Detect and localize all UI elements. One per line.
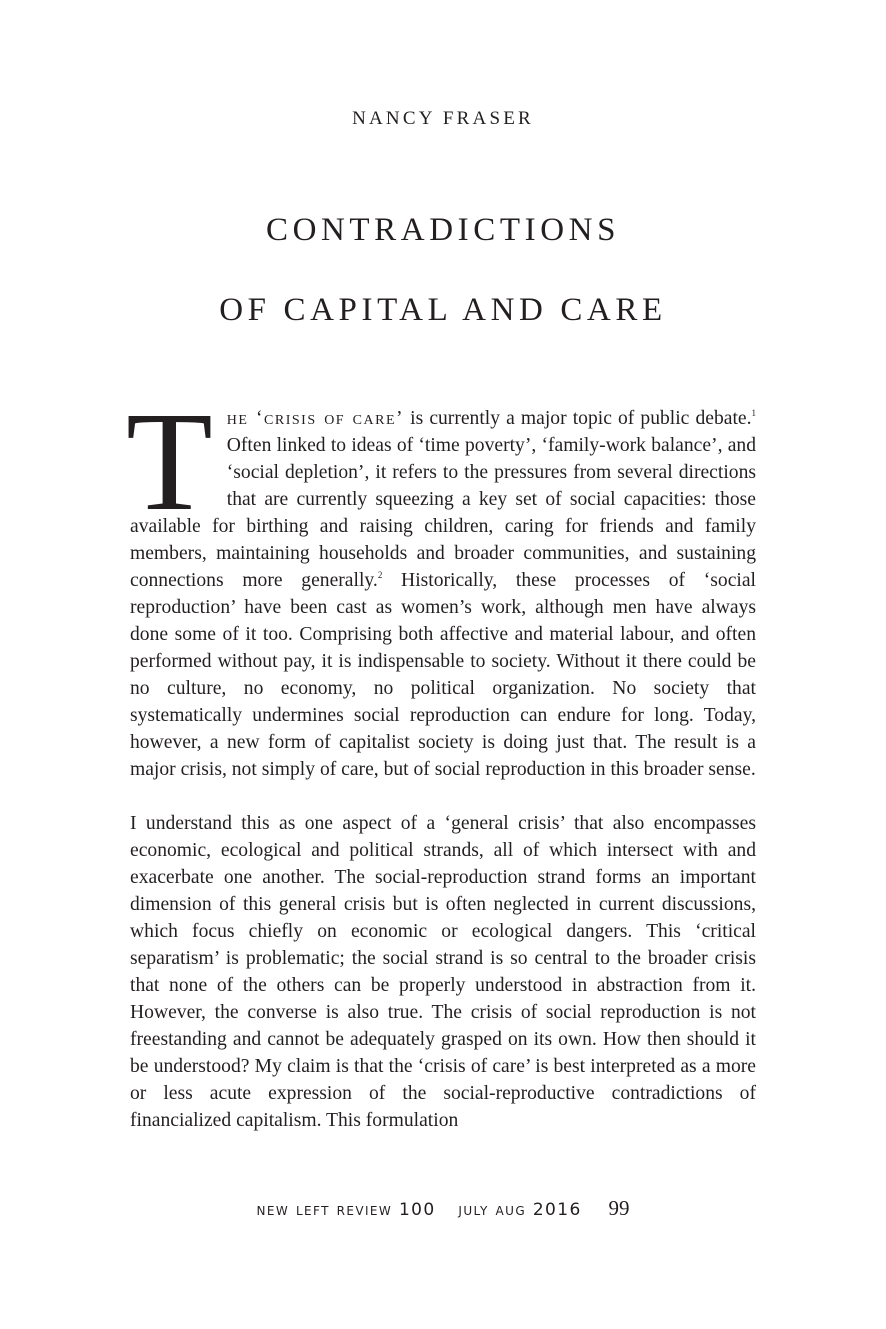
article-title-line-2: OF CAPITAL AND CARE xyxy=(219,292,667,328)
page-footer xyxy=(0,1196,886,1221)
issue-date: july aug 2016 xyxy=(458,1200,582,1220)
footnote-marker-1[interactable]: 1 xyxy=(751,408,756,418)
article-title-line-1: CONTRADICTIONS xyxy=(265,212,621,248)
author-name: NANCY FRASER xyxy=(352,108,534,129)
drop-cap: T xyxy=(126,382,213,540)
footnote-marker-2[interactable]: 2 xyxy=(377,570,383,580)
page-number: 99 xyxy=(608,1196,630,1220)
paragraph-1-text-a: is currently a major topic of public debate. xyxy=(404,408,752,429)
paragraph-1-text-b: Often linked to ideas of ‘time poverty’, ‘family-work balance’, and ‘social depletion’, it refers to the pressures from several directions that are currently squeezing a key set of social capacities: those available for birthing and raising children, caring for friends and family members, maintaining households and broader communities, and sustaining connections more generally. xyxy=(130,435,756,591)
article-body xyxy=(126,382,756,1134)
paragraph-1-text-c: Historically, these processes of ‘social reproduction’ have been cast as women’s work, although men have always done some of it too. Comprising both affective and material labour, and often performed without pay, it is indispensable to society. Without it there could be no culture, no economy, no political organization. No society that systematically undermines social reproduction can endure for long. Today, however, a new form of capitalist society is doing just that. The result is a major crisis, not simply of care, but of social reproduction in this broader sense. xyxy=(130,570,756,780)
lead-in-smallcaps: he ‘crisis of care’ xyxy=(226,408,405,429)
journal-name: new left review 100 xyxy=(256,1200,436,1220)
paragraph-1 xyxy=(126,382,756,783)
paragraph-2: I understand this as one aspect of a ‘general crisis’ that also encompasses economic, ecological and political strands, all of which intersect with and exacerbate one another. The social-reproduction strand forms an important dimension of this general crisis but is often neglected in current discussions, which focus chiefly on economic or ecological dangers. This ‘critical separatism’ is problematic; the social strand is so central to the broader crisis that none of the others can be properly understood in abstraction from it. However, the converse is also true. The crisis of social reproduction is not freestanding and cannot be adequately grasped on its own. How then should it be understood? My claim is that the ‘crisis of care’ is best interpreted as a more or less acute expression of the social-reproductive contradictions of financialized capitalism. This formulation xyxy=(130,813,756,1131)
